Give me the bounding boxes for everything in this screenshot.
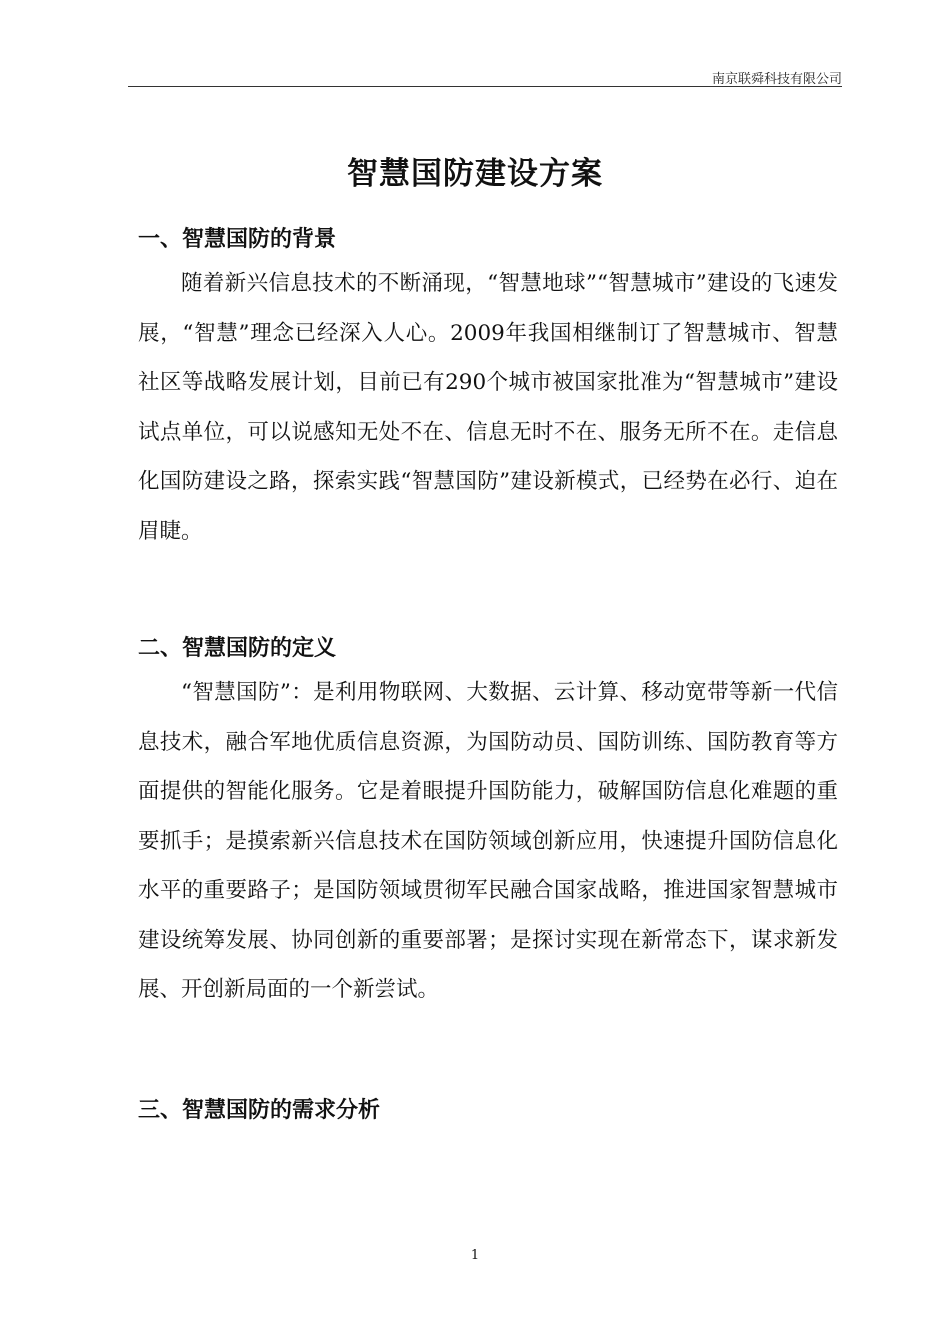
header-divider xyxy=(128,86,842,87)
header-company-name: 南京联舜科技有限公司 xyxy=(711,72,842,87)
section-heading-requirements: 三、智慧国防的需求分析 xyxy=(138,1098,381,1123)
document-title: 智慧国防建设方案 xyxy=(347,156,603,192)
section-heading-background: 一、智慧国防的背景 xyxy=(138,227,337,252)
section-heading-definition: 二、智慧国防的定义 xyxy=(138,636,337,661)
section-paragraph-background: 随着新兴信息技术的不断涌现，“智慧地球”“智慧城市”建设的飞速发展，“智慧”理念已经深入人心。2009年我国相继制订了智慧城市、智慧社区等战略发展计划，目前已有290个城市被国家批准为“智慧城市”建设试点单位，可以说感知无处不在、信息无时不在、服务无所不在。走信息化国防建设之路，探索实践“智慧国防”建设新模式，已经势在必行、迫在眉睫。 xyxy=(138,271,838,544)
section-paragraph-definition: “智慧国防”：是利用物联网、大数据、云计算、移动宽带等新一代信息技术，融合军地优质信息资源，为国防动员、国防训练、国防教育等方面提供的智能化服务。它是着眼提升国防能力，破解国防信息化难题的重要抓手；是摸索新兴信息技术在国防领域创新应用，快速提升国防信息化水平的重要路子；是国防领域贯彻军民融合国家战略，推进国家智慧城市建设统筹发展、协同创新的重要部署；是探讨实现在新常态下，谋求新发展、开创新局面的一个新尝试。 xyxy=(138,680,838,1002)
page-number: 1 xyxy=(470,1248,480,1263)
